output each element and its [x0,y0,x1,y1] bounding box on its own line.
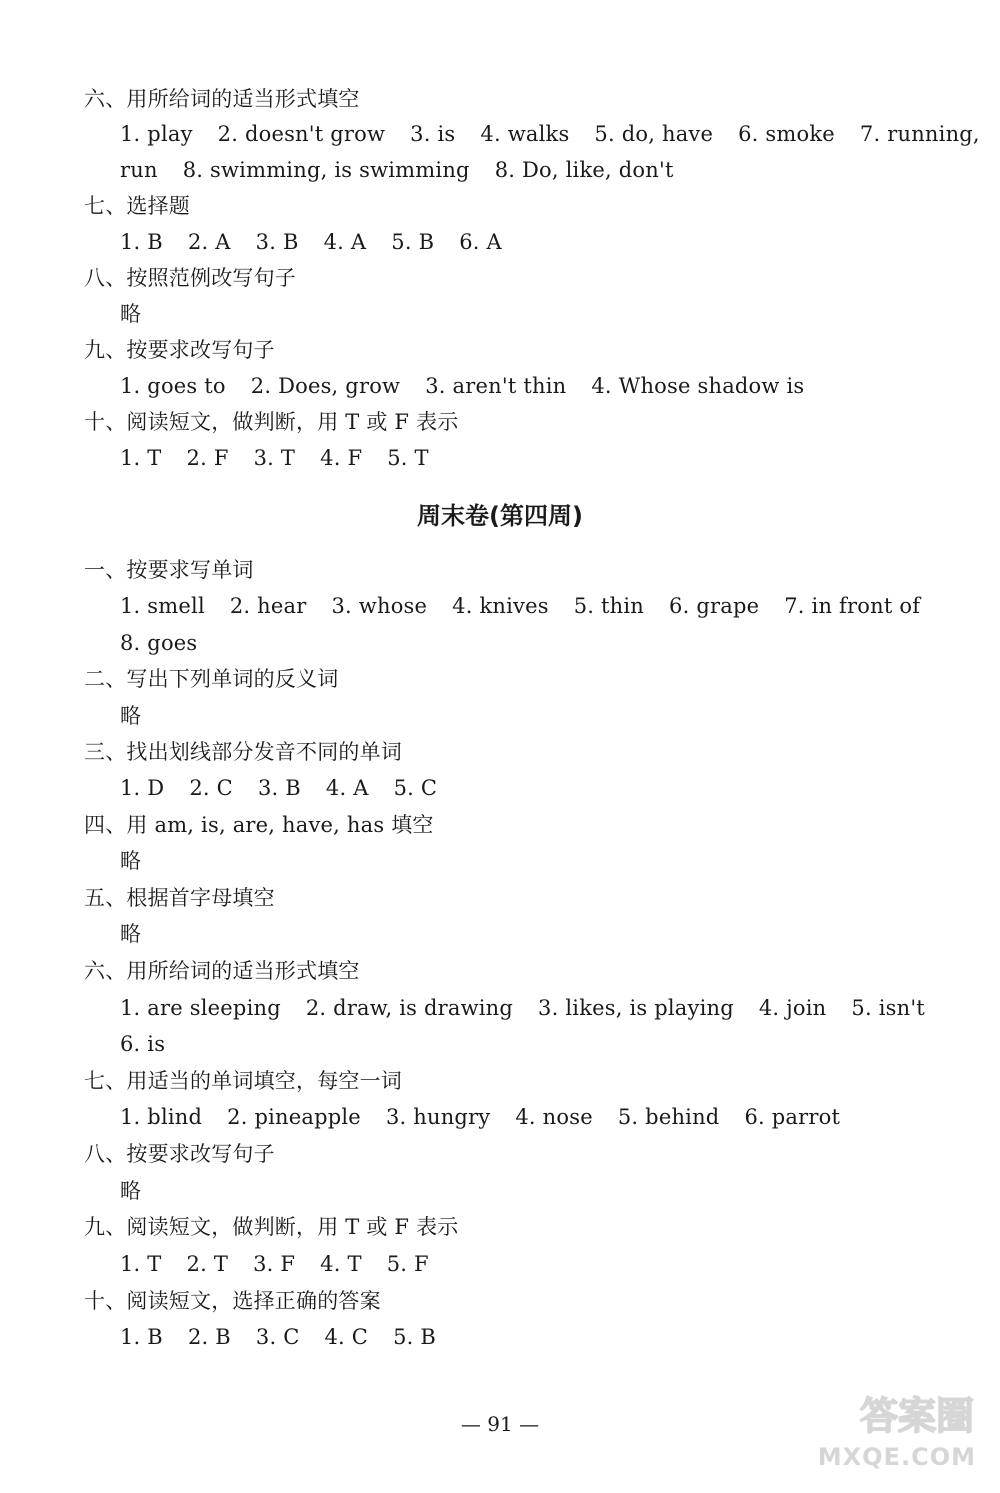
answer: 6. parrot [744,1105,841,1129]
answer-line [120,919,141,949]
answer: 1. B [120,230,163,254]
answer-circle-logo-icon [776,1391,976,1437]
answer: 1. goes to [120,374,226,398]
question-heading: 三、找出划线部分发音不同的单词 [84,740,402,764]
answer: 5. B [393,1325,437,1349]
question-heading: 二、写出下列单词的反义词 [84,667,339,691]
question-heading: 六、用所给词的适当形式填空 [84,959,360,983]
answer: 略 [120,302,142,326]
answer: 2. hear [229,594,307,618]
answer: 8. Do, like, don't [494,158,674,182]
answer-line [120,1322,436,1352]
answer: 7. running, [859,122,980,146]
answer-line [120,1029,165,1059]
answer: 7. in front of [784,594,921,618]
answer: 1. are sleeping [120,996,281,1020]
answer: 3. B [257,776,301,800]
answer-line [120,227,502,257]
answer-line [120,443,429,473]
answer: 4. Whose shadow is [591,374,805,398]
answer-line [120,773,437,803]
answer-line [120,371,804,401]
question-heading: 十、阅读短文，选择正确的答案 [84,1289,381,1313]
answer: 2. doesn't grow [217,122,386,146]
answer-line [120,628,197,658]
answer: 略 [120,704,142,728]
answer: 6. smoke [738,122,835,146]
answer: 3. likes, is playing [538,996,734,1020]
watermark-logo-text: 答案圈 [859,1394,974,1437]
answer: 4. knives [452,594,549,618]
answer: 1. T [120,1252,162,1276]
answer: 3. B [255,230,299,254]
answer: 5. C [393,776,438,800]
answer: 5. behind [617,1105,720,1129]
answer: 6. is [120,1032,166,1056]
question-heading: 八、按照范例改写句子 [84,266,296,290]
answer: 1. play [120,122,193,146]
answer: 3. aren't thin [425,374,567,398]
question-heading: 一、按要求写单词 [84,558,254,582]
section-title: 周末卷(第四周) [417,502,583,530]
answer: 4. F [320,446,363,470]
answer: 2. C [189,776,233,800]
answer-line [120,299,141,329]
question-heading: 八、按要求改写句子 [84,1142,275,1166]
answer: 4. A [325,776,369,800]
question-heading: 九、阅读短文，做判断，用 T 或 F 表示 [84,1215,459,1239]
page-number: — 91 — [460,1412,540,1436]
answer: 4. T [320,1252,362,1276]
answer: 2. A [187,230,231,254]
answer-line [120,1176,141,1206]
question-heading: 五、根据首字母填空 [84,886,275,910]
answer: 2. B [187,1325,231,1349]
question-heading: 十、阅读短文，做判断，用 T 或 F 表示 [84,410,459,434]
answer: 略 [120,1179,142,1203]
answer: 5. isn't [851,996,925,1020]
answer: 2. draw, is drawing [305,996,514,1020]
answer-line [120,846,141,876]
answer: 4. C [324,1325,369,1349]
answer: 略 [120,922,142,946]
question-heading: 九、按要求改写句子 [84,338,275,362]
answer: 3. T [253,446,296,470]
answer: 6. A [459,230,502,254]
answer: 8. swimming, is swimming [182,158,470,182]
answer: 略 [120,849,142,873]
answer: 5. B [391,230,435,254]
watermark-url: MXQE.COM [817,1443,976,1471]
question-heading: 六、用所给词的适当形式填空 [84,87,360,111]
question-heading: 四、用 am, is, are, have, has 填空 [84,813,434,837]
answer: 2. T [186,1252,229,1276]
answer: 6. grape [669,594,760,618]
answer: 5. thin [573,594,645,618]
answer-line [120,1102,840,1132]
answer: 4. A [323,230,367,254]
answer: 3. whose [331,594,428,618]
answer: 3. hungry [385,1105,491,1129]
answer: 3. C [255,1325,300,1349]
answer: 4. walks [480,122,570,146]
answer: 2. F [186,446,229,470]
answer: 4. nose [515,1105,593,1129]
answer: 1. blind [120,1105,203,1129]
question-heading: 七、选择题 [84,194,190,218]
answer-line [120,993,925,1023]
answer: 4. join [758,996,827,1020]
answer: 1. smell [120,594,205,618]
answer: 5. do, have [594,122,714,146]
answer: 1. T [120,446,162,470]
question-heading: 七、用适当的单词填空，每空一词 [84,1069,402,1093]
answer: 5. T [387,446,429,470]
answer: 2. pineapple [227,1105,361,1129]
answer: 1. D [120,776,165,800]
answer: 1. B [120,1325,163,1349]
answer-line [120,155,674,185]
answer-line [120,119,980,149]
answer: 3. is [410,122,456,146]
answer: 3. F [253,1252,296,1276]
answer: 8. goes [120,631,198,655]
watermark [766,1389,976,1471]
answer: run [120,158,158,182]
answer-line [120,591,920,621]
answer: 2. Does, grow [250,374,401,398]
answer: 5. F [386,1252,429,1276]
answer-line [120,1249,429,1279]
answer-line [120,701,141,731]
